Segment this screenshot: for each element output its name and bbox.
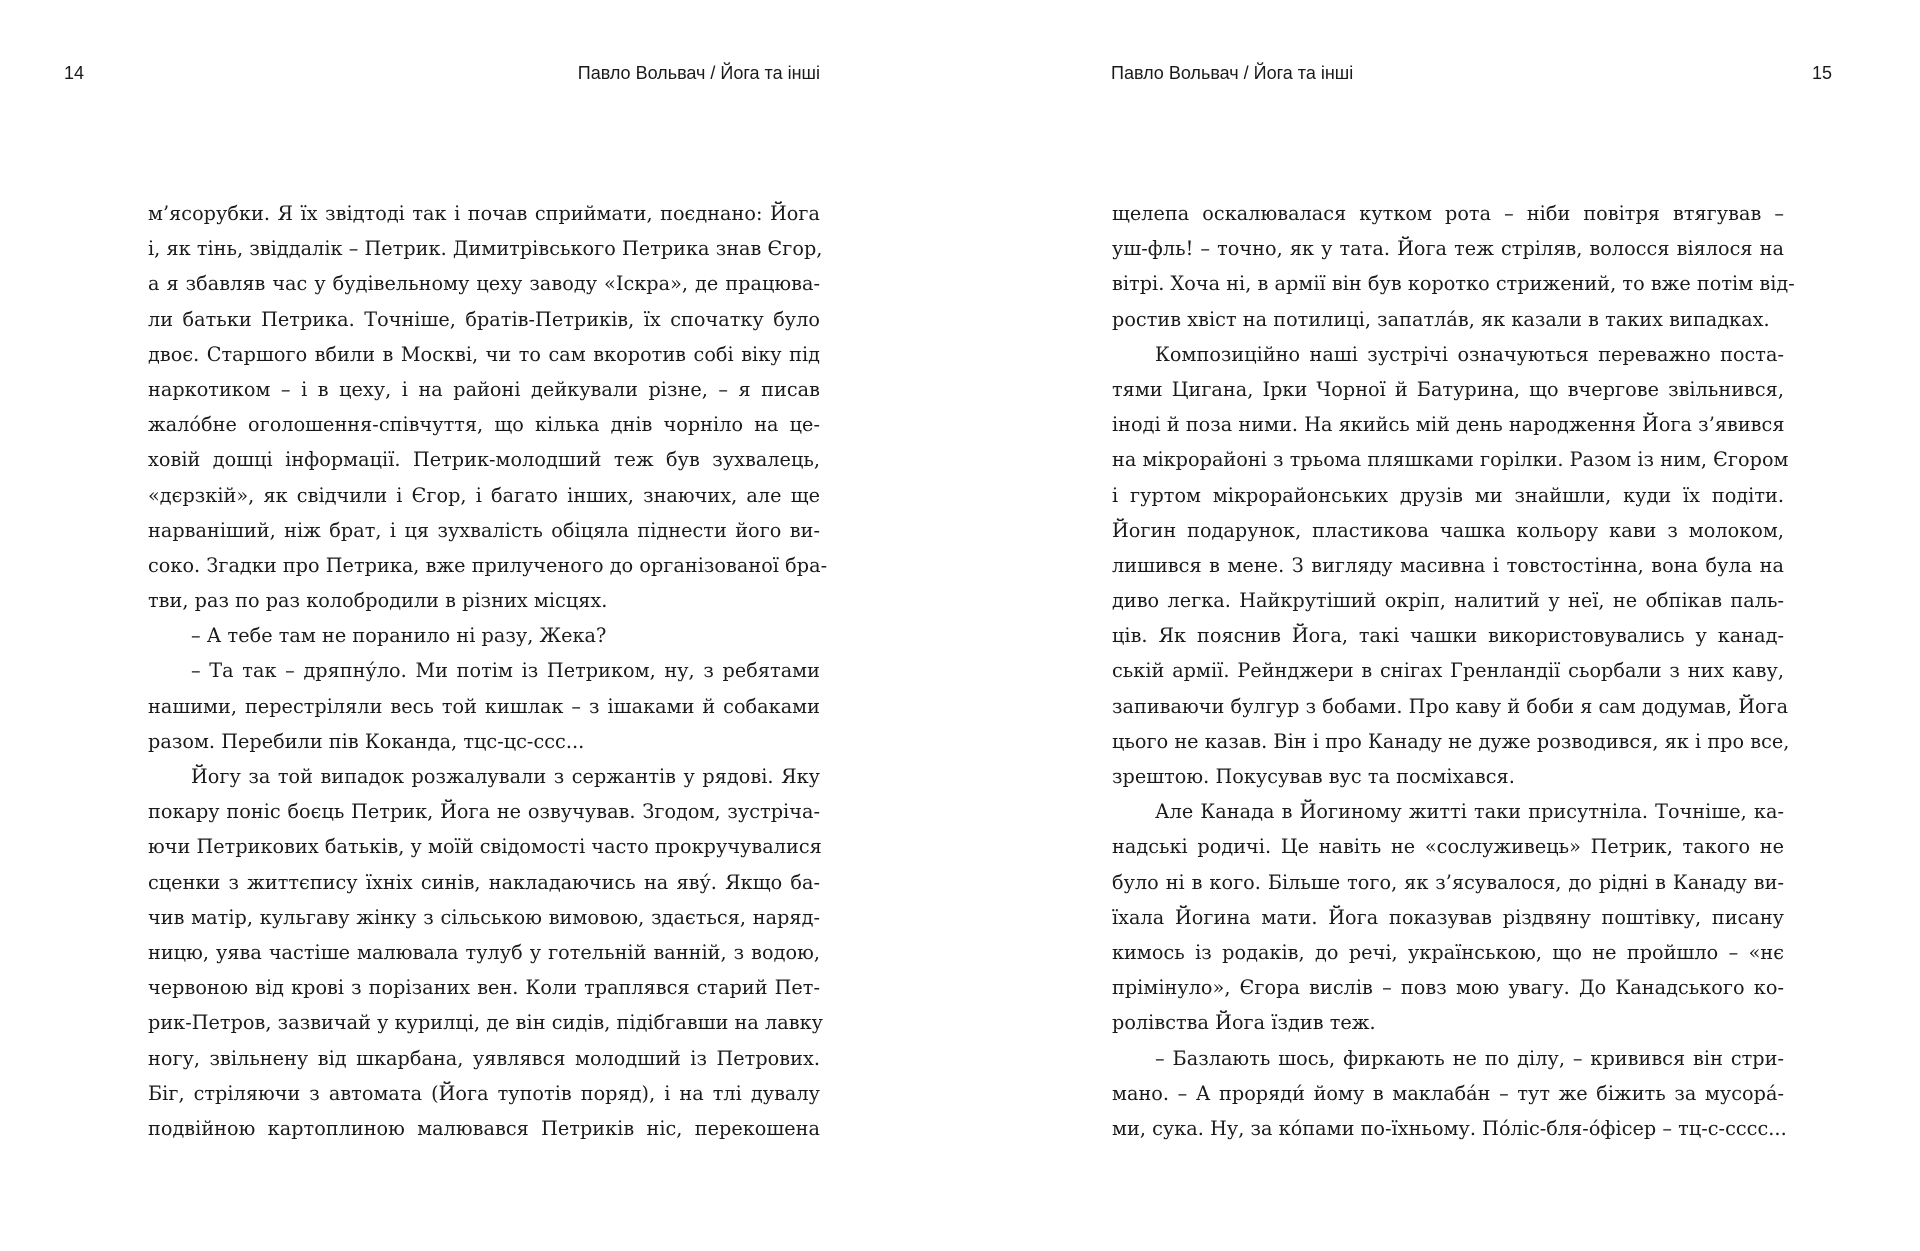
text-line: щелепа оскалювалася кутком рота – ніби повітря втягував – xyxy=(1112,202,1784,225)
text-line: а я збавляв час у будівельному цеху заводу «Іскра», де працюва- xyxy=(148,272,820,296)
text-line: їхала Йогина мати. Йога показував різдвяну поштівку, писану xyxy=(1112,905,1784,929)
running-head-right: Павло Вольвач / Йога та інші xyxy=(1111,63,1354,83)
text-line: «дєрзкій», як свідчили і Єгор, і багато інших, знаючих, але ще xyxy=(148,483,820,507)
text-line: рик-Петров, зазвичай у курилці, де він сидів, підібгавши на лавку xyxy=(148,1011,823,1035)
text-line: соко. Згадки про Петрика, вже прилученого до організованої бра- xyxy=(148,553,828,577)
text-line: надські родичі. Це навіть не «сослуживець» Петрик, такого не xyxy=(1112,835,1784,859)
text-line: ростив хвіст на потилиці, запатла́в, як казали в таких випадках. xyxy=(1112,307,1770,331)
text-line: разом. Перебили пів Коканда, тцс-цс-ссс... xyxy=(148,729,585,753)
body-text-left xyxy=(148,196,828,1146)
text-line: і, як тінь, звіддалік – Петрик. Димитрівського Петрика знав Єгор, xyxy=(148,237,823,261)
text-line: чив матір, кульгаву жінку з сільською вимовою, здається, наряд- xyxy=(148,905,820,929)
text-line: мано. – А проряди́ йому в маклаба́н – тут же біжить за мусора́- xyxy=(1112,1081,1784,1105)
text-line: покару поніс боєць Петрик, Йога не озвучував. Згодом, зустріча- xyxy=(148,800,820,824)
text-line: ховій дошці інформації. Петрик-молодший теж був зухвалець, xyxy=(148,448,820,472)
text-line: Але Канада в Йогиному житті таки присутніла. Точніше, ка- xyxy=(1155,800,1784,824)
text-line: ми, сука. Ну, за ко́пами по-їхньому. По́ліс-бля-о́фісер – тц-с-сссс... xyxy=(1112,1116,1787,1140)
right-page xyxy=(960,0,1920,1251)
text-line: Композиційно наші зустрічі означуються переважно поста- xyxy=(1155,342,1784,366)
text-line: іноді й поза ними. На якийсь мій день народження Йога з’явився xyxy=(1112,413,1785,437)
text-line: червоною від крові з порізаних вен. Коли траплявся старий Пет- xyxy=(148,976,820,1000)
text-line: – Та так – дряпну́ло. Ми потім із Петриком, ну, з ребятами xyxy=(191,659,820,683)
text-line: тями Цигана, Ірки Чорної й Батурина, що вчергове звільнився, xyxy=(1112,377,1784,401)
text-line: ців. Як пояснив Йога, такі чашки використовувались у канад- xyxy=(1112,624,1784,648)
text-line: двоє. Старшого вбили в Москві, чи то сам вкоротив собі віку під xyxy=(148,342,820,366)
text-line: – А тебе там не поранило ні разу, Жека? xyxy=(191,624,607,648)
text-line: кимось із родаків, до речі, українською, що не пройшло – «нє xyxy=(1112,940,1784,964)
text-line: Йогин подарунок, пластикова чашка кольору кави з молоком, xyxy=(1112,518,1784,542)
text-line: нашими, перестріляли весь той кишлак – з ішаками й собаками xyxy=(148,694,820,718)
body-text-right xyxy=(1112,196,1795,1146)
text-line: цього не казав. Він і про Канаду не дуже розводився, як і про все, xyxy=(1112,729,1790,753)
text-line: тви, раз по раз колобродили в різних місцях. xyxy=(148,589,608,613)
text-line: ючи Петрикових батьків, у моїй свідомості часто прокручувалися xyxy=(148,835,822,859)
text-line: вітрі. Хоча ні, в армії він був коротко стрижений, то вже потім від- xyxy=(1112,272,1795,296)
text-line: нарваніший, ніж брат, і ця зухвалість обіцяла піднести його ви- xyxy=(148,518,820,542)
text-line: було ні в кого. Більше того, як з’ясувалося, до рідні в Канаду ви- xyxy=(1112,870,1784,894)
text-line: наркотиком – і в цеху, і на районі дейкували різне, – я писав xyxy=(148,377,820,401)
text-line: ській армії. Рейнджери в снігах Гренландії сьорбали з них каву, xyxy=(1112,659,1784,683)
text-line: Біг, стріляючи з автомата (Йога тупотів поряд), і на тлі дувалу xyxy=(148,1081,820,1105)
text-line: ролівства Йога їздив теж. xyxy=(1112,1011,1376,1035)
running-head-left: Павло Вольвач / Йога та інші xyxy=(577,63,820,83)
text-line: – Базлають шось, фиркають не по ділу, – кривився він стри- xyxy=(1155,1046,1784,1070)
text-line: уш-фль! – точно, як у тата. Йога теж стріляв, волосся віялося на xyxy=(1112,237,1784,261)
text-line: і гуртом мікрорайонських друзів ми знайшли, куди їх подіти. xyxy=(1112,483,1784,507)
page-number-right: 15 xyxy=(1811,63,1832,83)
text-line: ногу, звільнену від шкарбана, уявлявся молодший із Петрових. xyxy=(148,1046,820,1070)
text-line: прімінуло», Єгора вислів – повз мою увагу. До Канадського ко- xyxy=(1112,976,1784,1000)
text-line: на мікрорайоні з трьома пляшками горілки. Разом із ним, Єгором xyxy=(1112,448,1789,472)
text-line: диво легка. Найкрутіший окріп, налитий у неї, не обпікав паль- xyxy=(1112,589,1784,613)
text-line: ли батьки Петрика. Точніше, братів-Петриків, їх спочатку було xyxy=(148,307,820,331)
text-line: зрештою. Покусував вус та посміхався. xyxy=(1112,765,1515,788)
text-line: м’ясорубки. Я їх звідтоді так і почав сприймати, поєднано: Йога xyxy=(148,202,820,225)
text-line: ницю, уява частіше малювала тулуб у готельній ванній, з водою, xyxy=(148,940,820,964)
text-line: подвійною картоплиною малювався Петриків ніс, перекошена xyxy=(148,1116,820,1140)
text-line: запиваючи булгур з бобами. Про каву й боби я сам додумав, Йога xyxy=(1112,694,1789,718)
text-line: жало́бне оголошення-співчуття, що кілька днів чорніло на це- xyxy=(148,413,820,437)
text-line: лишився в мене. З вигляду масивна і товстостінна, вона була на xyxy=(1112,553,1784,577)
page-number-left: 14 xyxy=(64,63,85,83)
text-line: сценки з життєпису їхніх синів, накладаючись на яву́. Якщо ба- xyxy=(148,870,820,894)
text-line: Йогу за той випадок розжалували з сержантів у рядові. Яку xyxy=(191,765,820,788)
